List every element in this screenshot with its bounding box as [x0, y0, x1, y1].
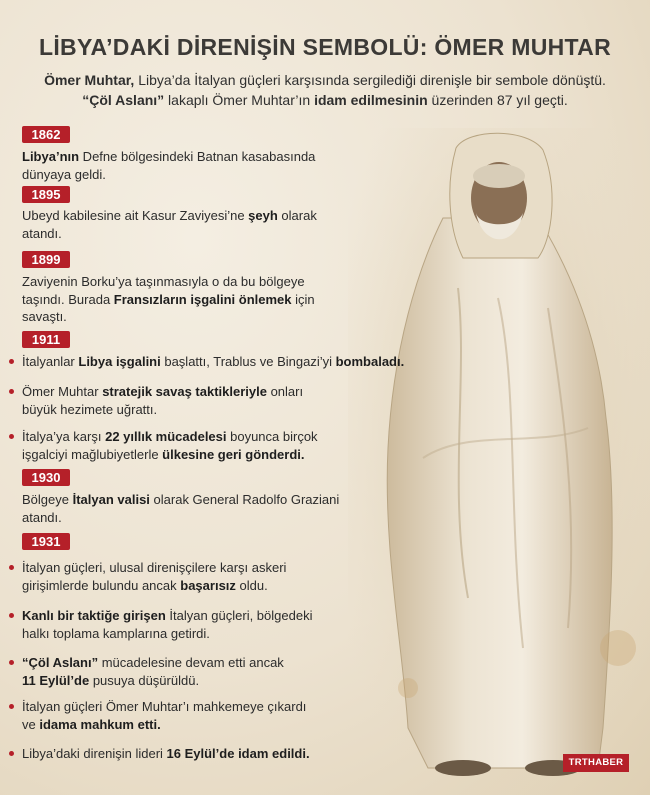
entry-text: savaştı. — [22, 309, 67, 324]
entry-text: taşındı. Burada — [22, 291, 114, 307]
timeline-entry — [22, 207, 422, 242]
timeline-entry — [22, 428, 422, 463]
timeline-entry — [22, 559, 422, 594]
subtitle-text: Libya’da İtalyan güçleri karşısında sergilediği direnişle bir sembole dönüştü. — [134, 72, 606, 88]
entry-text: İtalyan güçleri, bölgedeki — [165, 608, 313, 623]
year-badge: 1931 — [22, 533, 70, 550]
entry-strong: idama mahkum etti. — [39, 716, 161, 732]
bullet-dot — [9, 613, 14, 618]
subtitle-text: üzerinden 87 yıl geçti. — [427, 92, 568, 108]
entry-strong: İtalyan valisi — [72, 492, 150, 507]
timeline-entry — [22, 148, 422, 183]
entry-text: olarak General Radolfo Graziani — [149, 492, 340, 507]
entry-text: mücadelesine devam etti ancak — [98, 655, 284, 670]
entry-strong: “Çöl Aslanı” — [22, 655, 99, 670]
entry-text: Defne bölgesindeki Batnan kasabasında — [79, 149, 316, 164]
timeline-entry — [22, 491, 422, 526]
entry-text: işgalciyi mağlubiyetlerle — [22, 446, 163, 462]
timeline-entry — [22, 745, 422, 763]
entry-text: atandı. — [22, 225, 62, 241]
entry-text: başlattı, Trablus ve Bingazi’yi — [160, 354, 336, 369]
entry-text: İtalya’ya karşı — [22, 429, 106, 444]
entry-text: dünyaya geldi. — [22, 166, 106, 182]
entry-strong: Kanlı bir taktiğe girişen — [22, 608, 166, 623]
entry-strong: bombaladı. — [335, 354, 405, 369]
page-title: LİBYA’DAKİ DİRENİŞİN SEMBOLÜ: ÖMER MUHTAR — [39, 34, 611, 60]
entry-text: atandı. — [22, 509, 62, 525]
entry-strong: şeyh — [248, 208, 278, 223]
bullet-dot — [9, 565, 14, 570]
entry-text: Libya’daki direnişin lideri — [22, 746, 167, 761]
entry-strong: Fransızların işgalini önlemek — [113, 291, 292, 307]
entry-text: için — [291, 291, 315, 307]
year-badge: 1911 — [22, 331, 70, 348]
year-badge: 1899 — [22, 251, 70, 268]
entry-strong: ülkesine geri gönderdi. — [162, 446, 305, 462]
timeline-entry — [22, 353, 422, 371]
subtitle-nickname: “Çöl Aslanı” — [82, 92, 165, 108]
bullet-dot — [9, 660, 14, 665]
entry-text: ve — [22, 716, 40, 732]
bullet-dot — [9, 751, 14, 756]
timeline-entry — [22, 383, 422, 418]
entry-text: halkı toplama kamplarına getirdi. — [22, 625, 210, 641]
entry-text: büyük hezimete uğrattı. — [22, 401, 158, 417]
entry-text: girişimlerde bulundu ancak — [22, 577, 181, 593]
bullet-dot — [9, 434, 14, 439]
entry-text: pusuya düşürüldü. — [89, 672, 200, 688]
bullet-dot — [9, 704, 14, 709]
year-badge: 1895 — [22, 186, 70, 203]
entry-text: Ömer Muhtar — [22, 384, 103, 399]
entry-text: olarak — [277, 208, 317, 223]
entry-strong: 11 Eylül’de — [22, 672, 90, 688]
entry-text: Ubeyd kabilesine ait Kasur Zaviyesi’ne — [22, 208, 249, 223]
entry-strong: Libya’nın — [22, 149, 80, 164]
entry-text: İtalyanlar — [22, 354, 79, 369]
timeline-entry — [22, 698, 422, 733]
year-badge: 1862 — [22, 126, 70, 143]
entry-strong: 22 yıllık mücadelesi — [105, 429, 227, 444]
subtitle-name: Ömer Muhtar, — [44, 72, 135, 88]
timeline-entry — [22, 654, 422, 689]
entry-strong: Libya işgalini — [78, 354, 161, 369]
entry-strong: başarısız — [180, 577, 236, 593]
bullet-dot — [9, 359, 14, 364]
entry-text: onları — [266, 384, 304, 399]
timeline-entry — [22, 607, 422, 642]
entry-text: Zaviyenin Borku’ya taşınmasıyla o da bu bölgeye — [22, 274, 305, 289]
entry-text: İtalyan güçleri Ömer Muhtar’ı mahkemeye çıkardı — [22, 699, 307, 714]
entry-strong: stratejik savaş taktikleriyle — [102, 384, 267, 399]
brand-logo: TRTHABER — [563, 754, 629, 772]
year-badge: 1930 — [22, 469, 70, 486]
subtitle-emphasis: idam edilmesinin — [314, 92, 428, 108]
entry-text: Bölgeye — [22, 492, 73, 507]
subtitle-text: lakaplı Ömer Muhtar’ın — [164, 92, 315, 108]
bullet-dot — [9, 389, 14, 394]
timeline-entry — [22, 273, 422, 326]
entry-text: İtalyan güçleri, ulusal direnişçilere karşı askeri — [22, 560, 287, 575]
entry-strong: 16 Eylül’de idam edildi. — [166, 746, 310, 761]
entry-text: oldu. — [235, 577, 268, 593]
entry-text: boyunca birçok — [226, 429, 318, 444]
